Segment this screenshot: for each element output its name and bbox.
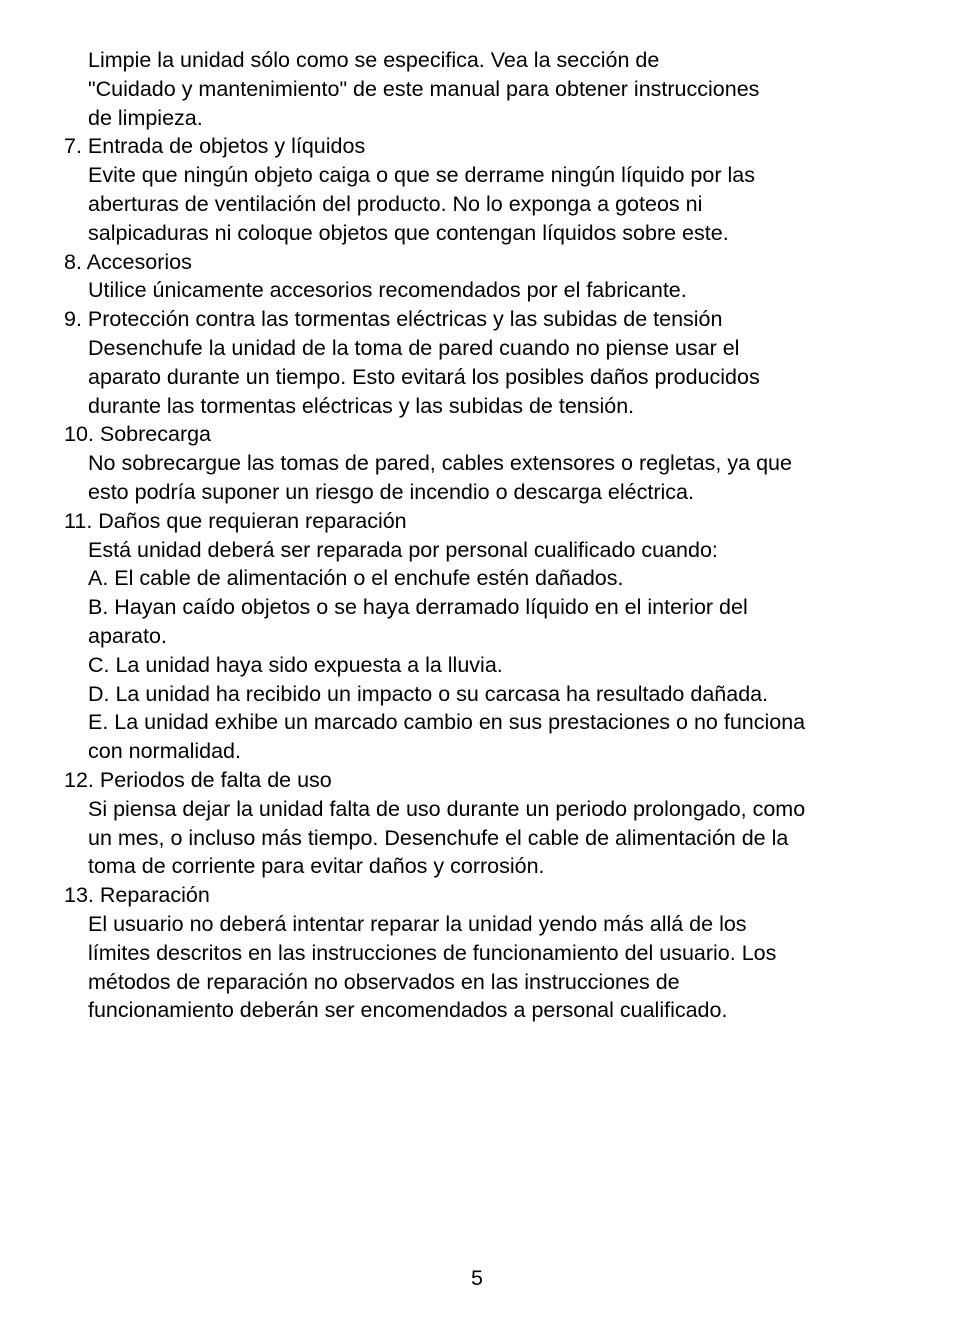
section-line: C. La unidad haya sido expuesta a la lluvia. <box>88 652 503 677</box>
intro-paragraph <box>64 46 904 132</box>
section-heading: 7. Entrada de objetos y líquidos <box>64 134 366 159</box>
section-line: A. El cable de alimentación o el enchufe estén dañados. <box>88 566 624 591</box>
section-9 <box>64 305 904 420</box>
section-line: Utilice únicamente accesorios recomendados por el fabricante. <box>88 278 687 303</box>
section-line: esto podría suponer un riesgo de incendio o descarga eléctrica. <box>88 479 694 504</box>
section-10 <box>64 420 904 506</box>
section-7 <box>64 132 904 247</box>
section-line: aberturas de ventilación del producto. No lo exponga a goteos ni <box>88 191 703 216</box>
section-line: El usuario no deberá intentar reparar la unidad yendo más allá de los <box>88 911 747 936</box>
intro-line: "Cuidado y mantenimiento" de este manual para obtener instrucciones <box>88 76 760 101</box>
page-number: 5 <box>471 1266 483 1290</box>
section-line: D. La unidad ha recibido un impacto o su carcasa ha resultado dañada. <box>88 681 769 706</box>
manual-page-content <box>64 46 904 1025</box>
section-line: con normalidad. <box>88 739 241 764</box>
section-13 <box>64 881 904 1025</box>
section-12 <box>64 766 904 881</box>
section-heading: 12. Periodos de falta de uso <box>64 767 332 792</box>
section-line: métodos de reparación no observados en las instrucciones de <box>88 969 680 994</box>
section-line: No sobrecargue las tomas de pared, cables extensores o regletas, ya que <box>88 451 792 476</box>
section-line: salpicaduras ni coloque objetos que contengan líquidos sobre este. <box>88 220 729 245</box>
intro-line: Limpie la unidad sólo como se especifica. Vea la sección de <box>88 48 660 72</box>
section-line: Si piensa dejar la unidad falta de uso durante un periodo prolongado, como <box>88 796 806 821</box>
section-line: Evite que ningún objeto caiga o que se derrame ningún líquido por las <box>88 163 755 188</box>
intro-line: de limpieza. <box>88 105 203 130</box>
section-line: aparato. <box>88 623 167 648</box>
section-line: E. La unidad exhibe un marcado cambio en sus prestaciones o no funciona <box>88 710 806 735</box>
section-line: aparato durante un tiempo. Esto evitará los posibles daños producidos <box>88 364 760 389</box>
section-heading: 13. Reparación <box>64 883 210 908</box>
section-line: B. Hayan caído objetos o se haya derramado líquido en el interior del <box>88 595 748 620</box>
section-line: Desenchufe la unidad de la toma de pared cuando no piense usar el <box>88 335 740 360</box>
section-line: Está unidad deberá ser reparada por personal cualificado cuando: <box>88 537 718 562</box>
section-heading: 10. Sobrecarga <box>64 422 212 447</box>
section-line: límites descritos en las instrucciones de funcionamiento del usuario. Los <box>88 940 777 965</box>
section-line: toma de corriente para evitar daños y corrosión. <box>88 854 545 879</box>
section-8 <box>64 248 904 306</box>
section-heading: 11. Daños que requieran reparación <box>64 508 407 533</box>
section-line: durante las tormentas eléctricas y las subidas de tensión. <box>88 393 635 418</box>
section-heading: 8. Accesorios <box>64 249 192 274</box>
section-line: funcionamiento deberán ser encomendados a personal cualificado. <box>88 998 728 1023</box>
section-heading: 9. Protección contra las tormentas eléctricas y las subidas de tensión <box>64 307 723 332</box>
section-line: un mes, o incluso más tiempo. Desenchufe el cable de alimentación de la <box>88 825 789 850</box>
section-11 <box>64 507 904 766</box>
